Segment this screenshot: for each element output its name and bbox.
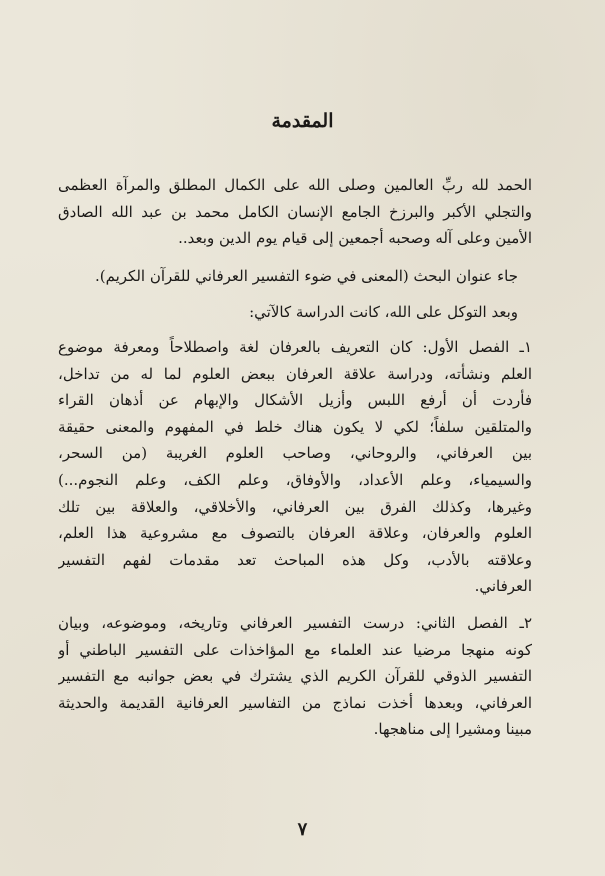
text-line: التفسير الذوقي للقرآن الكريم الذي يشترك في بعض جوانبه مع التفسير [58, 667, 532, 686]
page-body [58, 172, 532, 743]
text-line: العلوم والعرفان، وعلاقة العرفان بالتصوف مع مشروعية هذا العلم، [58, 524, 532, 543]
text-line: وعلاقته بالأدب، وكل هذه المباحث تعد مقدمات لفهم التفسير [58, 550, 532, 569]
text-line: والتجلي الأكبر والبرزخ الجامع الإنسان الكامل محمد بن عبد الله الصادق [58, 202, 532, 221]
intro-paragraph [58, 172, 532, 252]
page-number: ٧ [297, 819, 308, 840]
text-line: الأمين وعلى آله وصحبه أجمعين إلى قيام يوم الدين وبعد.. [178, 229, 532, 248]
text-line: العلم ونشأته، ودراسة علاقة العرفان ببعض العلوم لما له من تداخل، [58, 364, 532, 383]
text-line: ٢ـ الفصل الثاني: درست التفسير العرفاني وتاريخه، وموضوعه، وبيان [58, 613, 532, 632]
text-line: فأردت أن أرفع اللبس وأزيل الأشكال والإبهام عن أذهان القراء [58, 391, 532, 410]
text-line: كونه منهجا مرضيا عند العلماء مع المؤاخذات على التفسير الباطني أو [58, 640, 532, 659]
text-line: وبعد التوكل على الله، كانت الدراسة كالآتي: [249, 303, 518, 322]
text-line: مبينا ومشيرا إلى مناهجها. [373, 720, 532, 739]
study-intro-paragraph [58, 299, 532, 326]
section-heading: المقدمة [271, 110, 334, 132]
chapter-two-paragraph [58, 610, 532, 743]
research-title-paragraph [58, 263, 532, 290]
text-line: ١ـ الفصل الأول: كان التعريف بالعرفان لغة واصطلاحاً ومعرفة موضوع [58, 337, 532, 356]
text-line: والمتلقين سلفاً؛ لكي لا يكون هناك خلط في المفهوم والمعنى حقيقة [58, 417, 532, 436]
text-line: العرفاني، وبعدها أخذت نماذج من التفاسير العرفانية القديمة والحديثة [58, 693, 532, 712]
text-line: جاء عنوان البحث (المعنى في ضوء التفسير العرفاني للقرآن الكريم). [95, 266, 518, 285]
text-line: الحمد لله ربِّ العالمين وصلى الله على الكمال المطلق والمرآة العظمى [58, 176, 532, 194]
text-line: والسيمياء، وعلم الأعداد، والأوفاق، وعلم الكف، وعلم النجوم...) [58, 470, 532, 489]
text-line: وغيرها، وكذلك الفرق بين العرفاني، والأخلاقي، والعلاقة بين تلك [58, 497, 532, 516]
chapter-one-paragraph [58, 334, 532, 600]
text-line: بين العرفاني، والروحاني، وصاحب العلوم الغريبة (من السحر، [58, 444, 532, 463]
text-line: العرفاني. [474, 577, 532, 596]
